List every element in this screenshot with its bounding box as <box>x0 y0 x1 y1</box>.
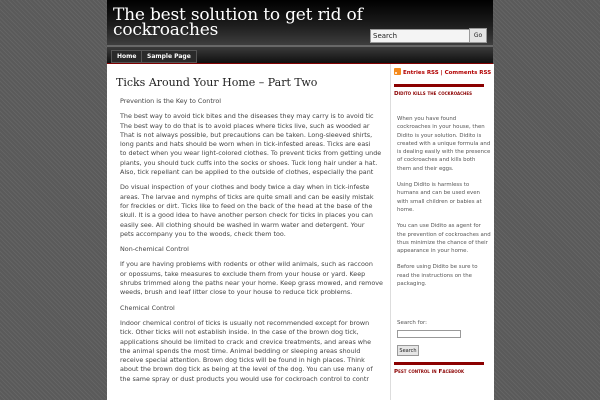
widget-text <box>397 115 491 296</box>
post-line: That is not always possible, but precautions can be taken. Long-sleeved shirts, <box>120 130 373 139</box>
nav-item-sample-page[interactable]: Sample Page <box>141 50 197 63</box>
post-line: Indoor chemical control of ticks is usually not recommended except for brown <box>120 318 370 327</box>
post-line: long pants and hats should be worn when in tick-infested areas. Ticks are easi <box>120 140 371 149</box>
post-line: about the brown dog tick as being at the level of the dog. You can use many of <box>120 365 373 374</box>
nav-bar <box>107 47 493 64</box>
post-line: The best way to do that is to avoid places where ticks live, such as wooded ar <box>120 121 370 130</box>
post-line: pets accompany you to the woods, check them too. <box>120 229 286 238</box>
header-search-input[interactable] <box>370 29 471 43</box>
post-paragraph <box>120 245 390 254</box>
post-line: Prevention is the Key to Control <box>120 97 222 105</box>
post-paragraph <box>120 112 390 177</box>
rss-feeds-link[interactable] <box>394 68 492 78</box>
rss-feeds-label: Entries RSS | Comments RSS <box>403 70 492 76</box>
post-line: the animal spends the most time. Animal bedding or sleeping areas should <box>120 346 361 355</box>
main-content <box>107 64 390 400</box>
widget-title-didito: Didito kills the cockroaches <box>394 84 484 98</box>
post-line: Also, tick repellant can be applied to the outside of clothes, especially the pant <box>120 168 374 177</box>
widget-paragraph: Using Didito is harmless to humans and can be used even with small children or babies at home. <box>397 182 482 213</box>
nav-item-home[interactable]: Home <box>111 50 142 63</box>
rss-icon <box>394 68 401 75</box>
post-line: to detect when you wear light-colored clothes. To prevent ticks from getting unde <box>120 149 382 158</box>
post-paragraph <box>120 304 390 313</box>
widget-paragraph: You can use Didito as agent for the prevention of cockroaches and thus minimize the chance of their appearance in your home. <box>397 223 491 255</box>
post-line: applications should be limited to crack and crevice treatments, and areas whe <box>120 337 372 346</box>
post-line: or opossums, take measures to exclude them from your house or yard. Keep <box>120 269 366 278</box>
post-paragraph <box>120 97 390 106</box>
sidebar-search-label: Search for: <box>397 320 427 326</box>
post-line: Non-chemical Control <box>120 245 189 254</box>
post-line: Do visual inspection of your clothes and body twice a day when in tick-infeste <box>120 183 370 192</box>
post-paragraph <box>120 319 390 384</box>
widget-paragraph: When you have found cockroaches in your house, then Didito is your solution. Didito is created with a unique formula and is dealing easily with the presence of cockroaches and kills both them and their eggs. <box>397 116 491 172</box>
post-line: The best way to avoid tick bites and the diseases they may carry is to avoid tic <box>120 112 374 121</box>
post-line: weeds, brush and leaf litter close to your house to reduce tick problems. <box>120 288 353 297</box>
post-line: the same spray or dust products you would use for cockroach control to contr <box>120 374 369 383</box>
post-paragraph <box>120 260 390 297</box>
sidebar-search-button[interactable]: Search <box>397 345 419 356</box>
post-line: shrubs trimmed along the paths near your home. Keep grass mowed, and remove <box>120 279 383 288</box>
post-line: If you are having problems with rodents or other wild animals, such as raccoon <box>120 260 373 269</box>
site-title[interactable]: The best solution to get rid of cockroaches <box>113 5 363 40</box>
post-line: tick. Other ticks will not establish inside. In the case of the brown dog tick, <box>120 328 359 337</box>
post-body <box>120 97 390 390</box>
post-line: plants, you should tuck cuffs into the socks or shoes. Tuck long hair under a hat. <box>120 158 378 167</box>
post-paragraph <box>120 183 390 239</box>
header-search-button[interactable]: Go <box>469 28 487 43</box>
widget-paragraph: Before using Didito be sure to read the instructions on the packaging. <box>397 264 478 288</box>
site-header <box>107 0 493 47</box>
post-line: Chemical Control <box>120 303 175 312</box>
post-line: skull. It is a good idea to have another person check for ticks in places you can <box>120 211 373 220</box>
post-line: areas. The larvae and nymphs of ticks are quite small and can be easily mistak <box>120 192 374 201</box>
post-line: for freckles or dirt. Ticks like to feed on the back of the head at the base of the <box>120 201 373 210</box>
sidebar <box>390 64 494 400</box>
widget-title-facebook: Pest control in Facebook <box>394 362 484 376</box>
page-wrapper <box>107 0 493 400</box>
post-title[interactable]: Ticks Around Your Home – Part Two <box>116 76 318 89</box>
post-line: receive special attention. Brown dog ticks will be found in high places. Think <box>120 356 365 365</box>
sidebar-search-input[interactable] <box>397 330 461 338</box>
post-line: easily see. All clothing should be washed in warm water and detergent. Your <box>120 220 365 229</box>
